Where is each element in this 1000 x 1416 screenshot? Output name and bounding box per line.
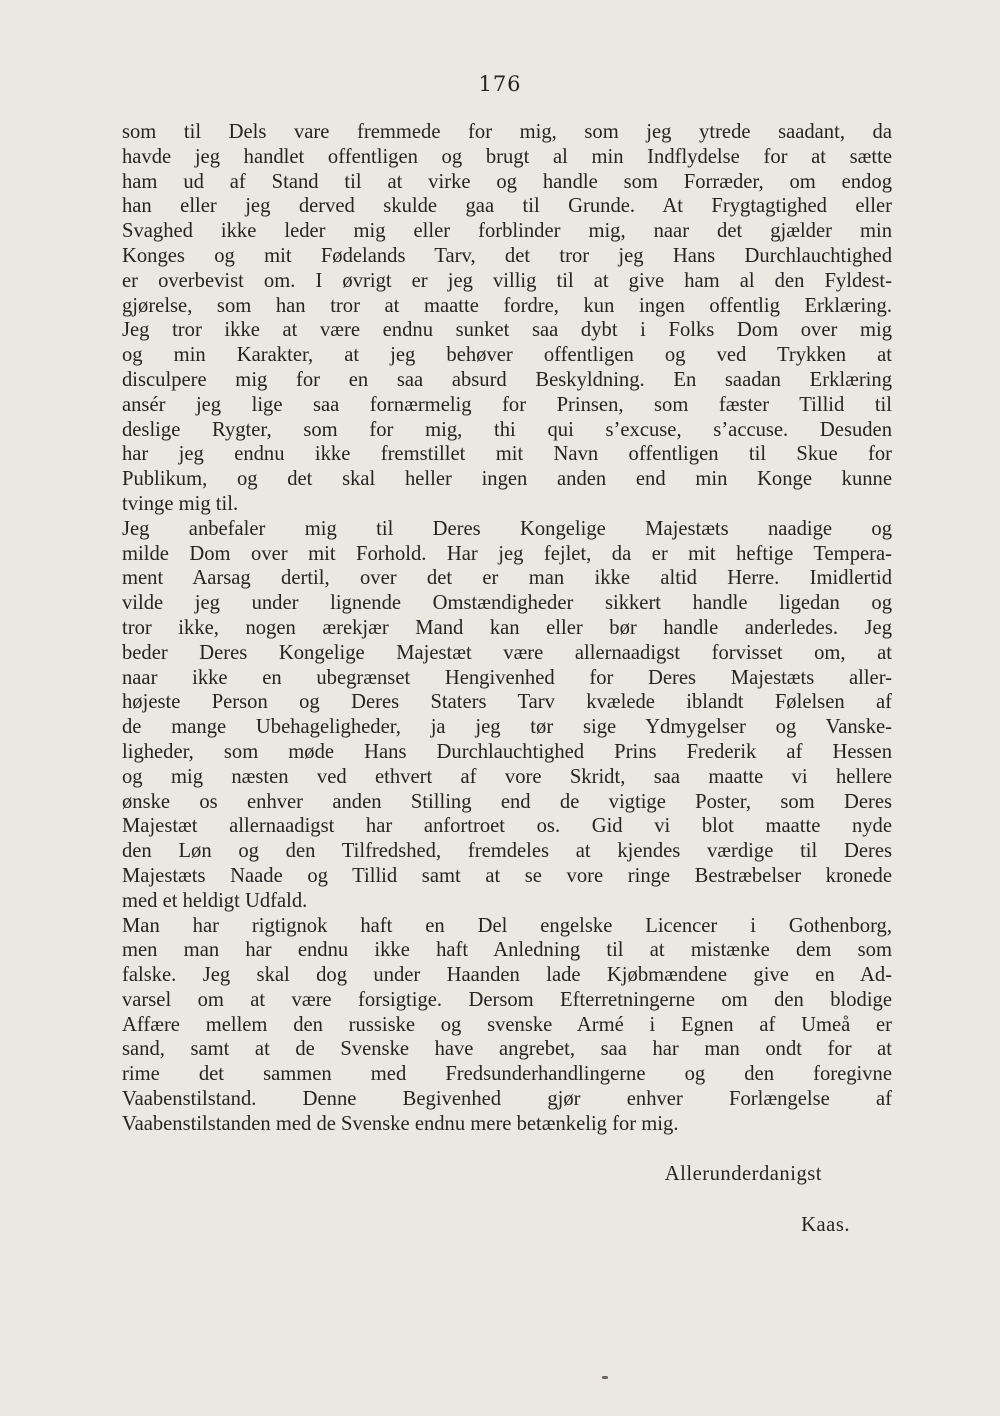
text-line: er overbevist om. I øvrigt er jeg villig til at give ham al den Fyldest- — [122, 269, 892, 292]
text-line: Jeg tror ikke at være endnu sunket saa dybt i Folks Dom over mig — [122, 319, 892, 342]
closing-salutation: Allerunderdanigst — [664, 1163, 822, 1185]
signature: Kaas. — [801, 1214, 850, 1236]
text-line: ham ud af Stand til at virke og handle som Forræder, om endog — [122, 170, 892, 193]
text-line: beder Deres Kongelige Majestæt være allernaadigst forvisset om, at — [122, 641, 892, 664]
text-line: Konges og mit Fødelands Tarv, det tror jeg Hans Durchlauchtighed — [122, 244, 892, 267]
text-line: vilde jeg under lignende Omstændigheder sikkert handle ligedan og — [122, 592, 892, 615]
text-line: rime det sammen med Fredsunderhandlingerne og den foregivne — [122, 1063, 892, 1086]
text-line: havde jeg handlet offentligen og brugt al min Indflydelse for at sætte — [122, 145, 892, 168]
text-line: Man har rigtignok haft en Del engelske Licencer i Gothenborg, — [122, 914, 892, 937]
text-line: har jeg endnu ikke fremstillet mit Navn offentligen til Skue for — [122, 443, 892, 466]
text-line: Publikum, og det skal heller ingen anden end min Konge kunne — [122, 468, 892, 491]
text-line: Vaabenstilstanden med de Svenske endnu mere betænkelig for mig. — [122, 1112, 679, 1135]
text-line: tvinge mig til. — [122, 492, 239, 515]
letter-body — [122, 120, 892, 1137]
text-line: ønske os enhver anden Stilling end de vigtige Poster, som Deres — [122, 790, 892, 813]
text-line: som til Dels vare fremmede for mig, som jeg ytrede saadant, da — [122, 121, 892, 143]
text-line: deslige Rygter, som for mig, thi qui s’excuse, s’accuse. Desuden — [122, 418, 892, 441]
text-line: sand, samt at de Svenske have angrebet, saa har man ondt for at — [122, 1038, 892, 1061]
text-line: falske. Jeg skal dog under Haanden lade Kjøbmændene give en Ad- — [122, 964, 892, 987]
ink-speck — [602, 1376, 608, 1379]
text-line: naar ikke en ubegrænset Hengivenhed for Deres Majestæts aller- — [122, 666, 892, 689]
text-line: de mange Ubehageligheder, ja jeg tør sige Ydmygelser og Vanske- — [122, 716, 892, 739]
text-line: Majestæt allernaadigst har anfortroet os. Gid vi blot maatte nyde — [122, 815, 892, 838]
text-line: men man har endnu ikke haft Anledning til at mistænke dem som — [122, 939, 892, 962]
text-line: ment Aarsag dertil, over det er man ikke altid Herre. Imidlertid — [122, 567, 892, 590]
text-line: højeste Person og Deres Staters Tarv kvælede iblandt Følelsen af — [122, 691, 892, 714]
text-line: Vaabenstilstand. Denne Begivenhed gjør enhver Forlængelse af — [122, 1088, 892, 1111]
text-line: tror ikke, nogen ærekjær Mand kan eller bør handle anderledes. Jeg — [122, 616, 892, 639]
text-line: og mig næsten ved ethvert af vore Skridt, saa maatte vi hellere — [122, 765, 892, 788]
text-line: med et heldigt Udfald. — [122, 889, 308, 912]
text-line: den Løn og den Tilfredshed, fremdeles at kjendes værdige til Deres — [122, 840, 892, 863]
text-line: Majestæts Naade og Tillid samt at se vore ringe Bestræbelser kronede — [122, 864, 892, 887]
page-number: 176 — [478, 72, 522, 96]
text-line: Affære mellem den russiske og svenske Armé i Egnen af Umeå er — [122, 1013, 892, 1036]
text-line: varsel om at være forsigtige. Dersom Efterretningerne om den blodige — [122, 988, 892, 1011]
text-line: ligheder, som møde Hans Durchlauchtighed Prins Frederik af Hessen — [122, 740, 892, 763]
text-line: disculpere mig for en saa absurd Beskyldning. En saadan Erklæring — [122, 368, 892, 391]
text-line: ansér jeg lige saa fornærmelig for Prinsen, som fæster Tillid til — [122, 393, 892, 416]
text-line: gjørelse, som han tror at maatte fordre, kun ingen offentlig Erklæring. — [122, 294, 892, 317]
text-line: han eller jeg derved skulde gaa til Grunde. At Frygtagtighed eller — [122, 195, 892, 218]
text-line: milde Dom over mit Forhold. Har jeg fejlet, da er mit heftige Tempera- — [122, 542, 892, 565]
text-line: og min Karakter, at jeg behøver offentligen og ved Trykken at — [122, 344, 892, 367]
text-line: Svaghed ikke leder mig eller forblinder mig, naar det gjælder min — [122, 220, 892, 243]
text-line: Jeg anbefaler mig til Deres Kongelige Majestæts naadige og — [122, 517, 892, 540]
